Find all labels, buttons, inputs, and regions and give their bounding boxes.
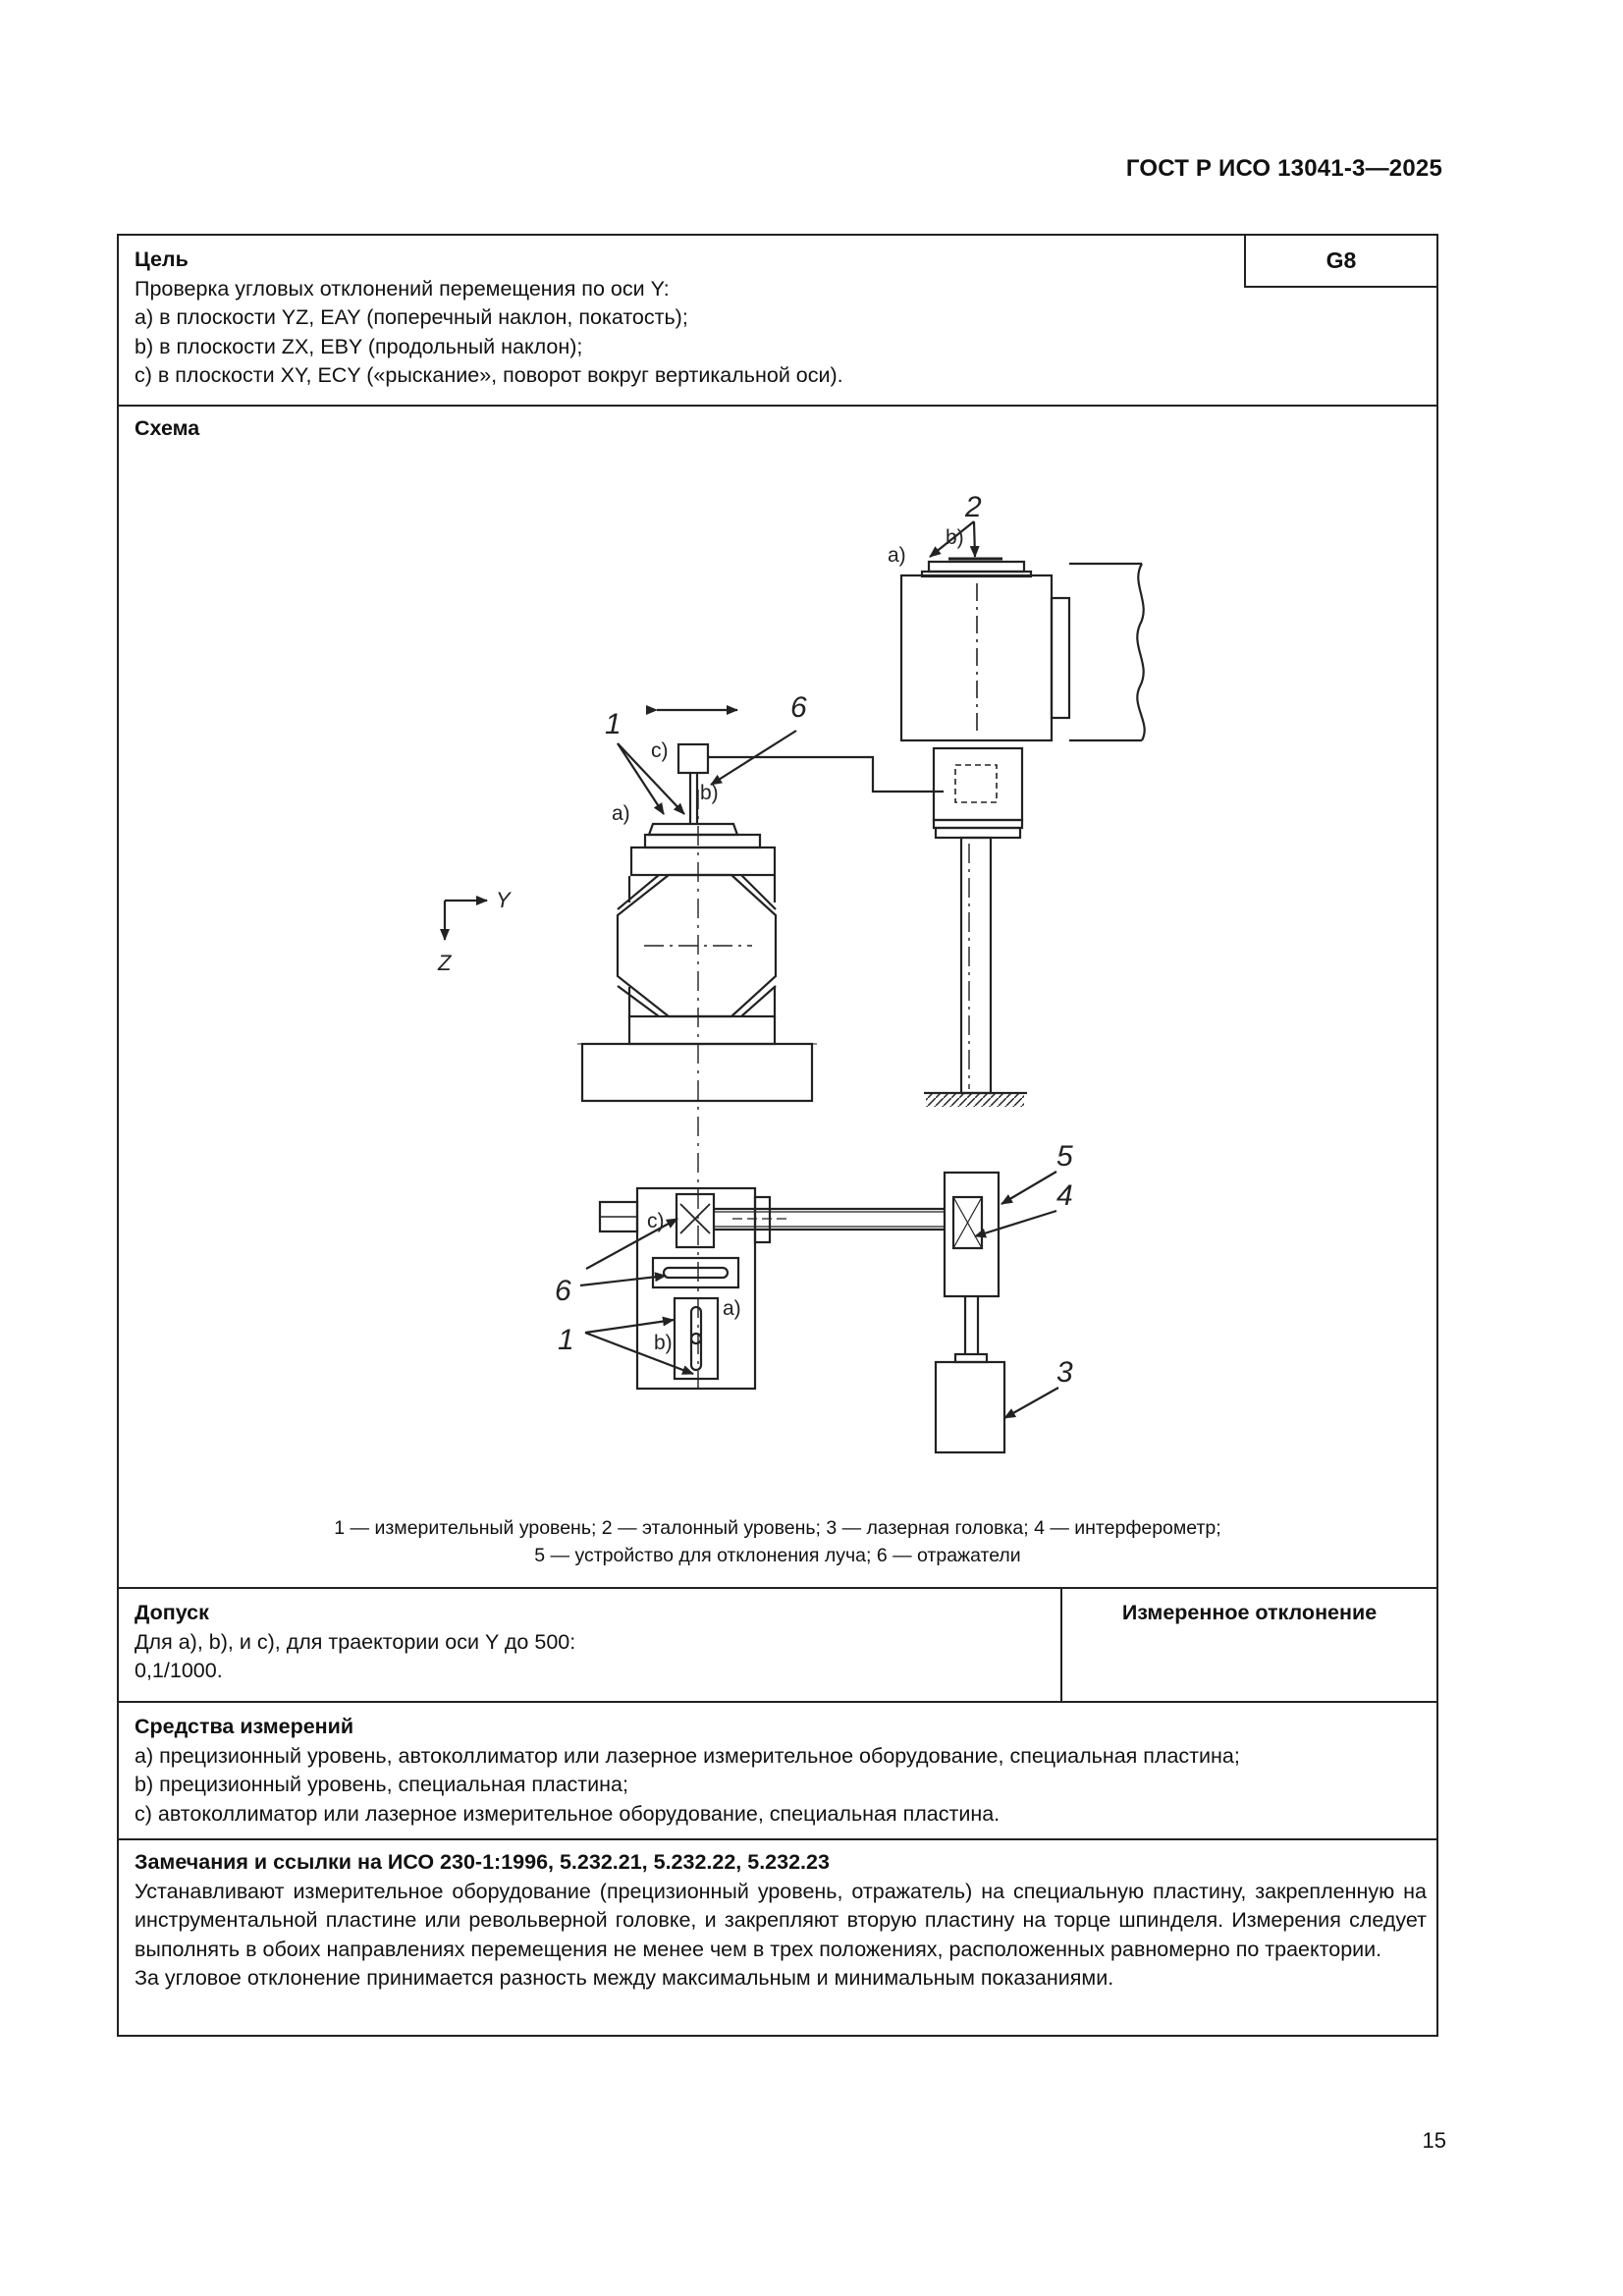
label-5: 5	[1056, 1140, 1073, 1173]
label-3: 3	[1056, 1356, 1073, 1389]
axis-indicator	[445, 901, 487, 940]
leader-5	[1001, 1172, 1056, 1204]
purpose-line: a) в плоскости YZ, EAY (поперечный наклон, покатость);	[135, 305, 688, 329]
label-b-bottom: b)	[654, 1332, 673, 1354]
tolerance-line: 0,1/1000.	[135, 1659, 223, 1682]
measured-deviation-heading: Измеренное отклонение	[1121, 1601, 1378, 1624]
scheme-legend-line: 1 — измерительный уровень; 2 — эталонный уровень; 3 — лазерная головка; 4 — интерферометр;	[334, 1517, 1221, 1539]
label-4: 4	[1056, 1179, 1073, 1212]
label-1-bottom: 1	[558, 1324, 574, 1356]
turret	[577, 744, 944, 1389]
label-2: 2	[965, 491, 982, 523]
label-6-top: 6	[790, 691, 807, 724]
label-a-bottom: a)	[723, 1297, 741, 1320]
label-6-bottom: 6	[555, 1275, 571, 1307]
scheme-heading: Схема	[135, 416, 200, 440]
tolerance-row	[119, 1589, 1436, 1703]
purpose-heading: Цель	[135, 247, 189, 271]
label-b-mid: b)	[700, 782, 719, 804]
document-code: ГОСТ Р ИСО 13041-3—2025	[1125, 155, 1442, 182]
label-c-top: c)	[651, 739, 669, 762]
purpose-line: c) в плоскости XY, ECY («рыскание», поворот вокруг вертикальной оси).	[135, 363, 843, 387]
purpose-line: b) в плоскости ZX, EBY (продольный наклон);	[135, 334, 583, 358]
tolerance-line: Для a), b), и c), для траектории оси Y до 500:	[135, 1629, 576, 1654]
reference-level-2	[930, 521, 1002, 559]
test-table	[117, 234, 1438, 2037]
instrument-line: c) автоколлиматор или лазерное измерительное оборудование, специальная пластина.	[135, 1801, 1001, 1826]
instruments-heading: Средства измерений	[135, 1715, 354, 1738]
label-b-top: b)	[946, 526, 964, 549]
scheme-diagram	[119, 407, 1436, 1497]
spindle-head	[901, 562, 1145, 1107]
axis-y-label: Y	[496, 888, 511, 912]
instrument-line: a) прецизионный уровень, автоколлиматор или лазерное измерительное оборудование, специальная пластина;	[135, 1743, 1240, 1768]
label-a-mid: a)	[612, 802, 630, 825]
label-a-top: a)	[888, 544, 906, 567]
leader-4	[975, 1211, 1056, 1236]
tolerance-heading: Допуск	[135, 1601, 209, 1624]
page-number: 15	[1422, 2128, 1446, 2153]
remarks-paragraph: Устанавливают измерительное оборудование (прецизионный уровень, отражатель) на специальную пластину, закрепленную на инструментальной пластине или револьверной головке, и закрепляют вторую пластину на торце шпинделя. Измерения следует выполнять в обоих направлениях перемещения не менее чем в трех положениях, расположенных равномерно по траектории.	[135, 1879, 1427, 1961]
remarks-last-line: За угловое отклонение принимается разность между максимальным и минимальным показаниями.	[135, 1966, 1114, 1990]
leader-3	[1004, 1388, 1058, 1418]
axis-z-label: Z	[438, 951, 452, 975]
instrument-line: b) прецизионный уровень, специальная пластина;	[135, 1773, 628, 1796]
purpose-row	[119, 236, 1436, 407]
purpose-line: Проверка угловых отклонений перемещения по оси Y:	[135, 276, 670, 301]
remarks-row	[119, 1840, 1436, 2037]
label-1-top: 1	[605, 708, 622, 740]
test-code: G8	[1244, 236, 1436, 288]
label-c-bottom: c)	[647, 1210, 665, 1232]
instruments-row	[119, 1703, 1436, 1840]
remarks-heading: Замечания и ссылки на ИСО 230-1:1996, 5.232.21, 5.232.22, 5.232.23	[135, 1850, 830, 1874]
scheme-row	[119, 407, 1436, 1589]
scheme-legend-line: 5 — устройство для отклонения луча; 6 — отражатели	[534, 1545, 1021, 1566]
